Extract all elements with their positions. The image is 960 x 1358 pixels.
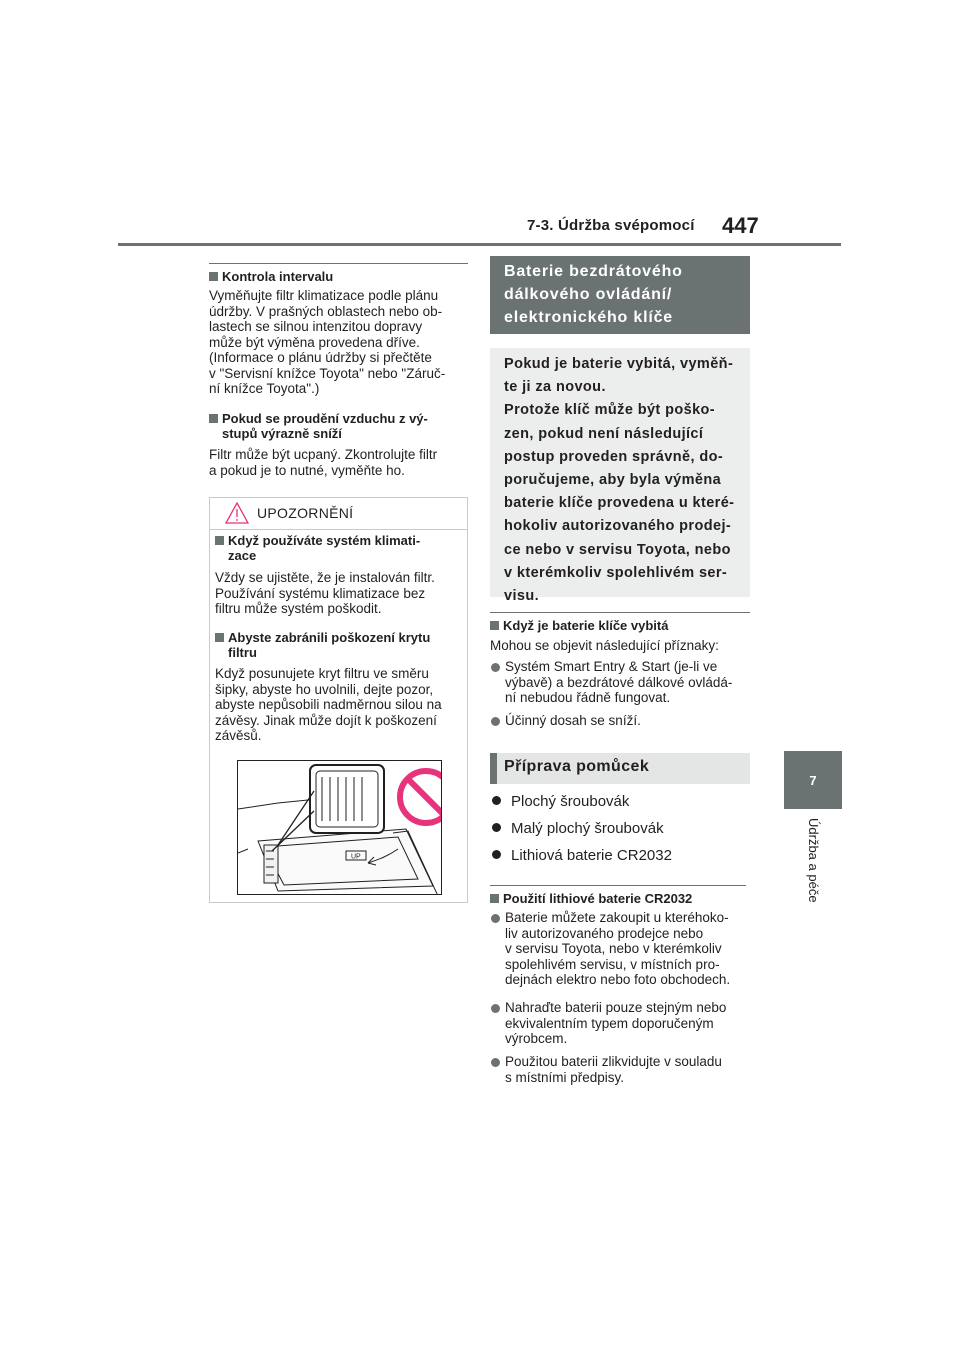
prohibition-icon [400, 771, 442, 823]
round-bullet-icon [491, 1058, 500, 1067]
round-bullet-icon [491, 663, 500, 672]
square-bullet-icon [209, 414, 218, 423]
tool-item: Plochý šroubovák [492, 793, 629, 810]
tool-item: Lithiová baterie CR2032 [492, 847, 672, 864]
warning-header-rule [209, 529, 468, 530]
black-bullet-icon [492, 823, 501, 832]
section-rule [490, 885, 746, 886]
section-rule [490, 612, 750, 613]
square-bullet-icon [209, 272, 218, 281]
chapter-tab-label: Údržba a péče [806, 818, 821, 903]
paragraph: Vyměňujte filtr klimatizace podle plánu údržby. V prašných oblastech nebo ob- lastech se silnou intenzitou dopravy může být výměna provedena dříve. (Informace o plánu údržby si přečtěte v "Servisní knížce Toyota" nebo "Záruč- ní knížce Toyota".) [209, 288, 446, 396]
round-bullet-icon [491, 1004, 500, 1013]
up-label: UP [351, 853, 361, 861]
warning-triangle-icon [225, 502, 249, 524]
paragraph: Filtr může být ucpaný. Zkontrolujte filtr a pokud je to nutné, vyměňte ho. [209, 447, 438, 478]
chapter-tab-label-wrap [784, 818, 842, 928]
square-bullet-icon [490, 621, 499, 630]
bullet-item: Systém Smart Entry & Start (je-li ve výbavě) a bezdrátové dálkové ovládá- ní nebudou řádně fungovat. [505, 659, 733, 705]
black-bullet-icon [492, 850, 501, 859]
round-bullet-icon [491, 914, 500, 923]
square-bullet-icon [215, 536, 224, 545]
filter-cover-illustration [237, 760, 442, 895]
warning-paragraph: Vždy se ujistěte, že je instalován filtr. Používání systému klimatizace bez filtru může systém poškodit. [215, 570, 435, 616]
subsection-title: Když je baterie klíče vybitá [490, 618, 750, 633]
warning-subtitle: Když používáte systém klimati- zace [215, 533, 465, 563]
bullet-item: Baterie můžete zakoupit u kteréhoko- liv autorizovaného prodejce nebo v servisu Toyota, nebo v kterémkoliv spolehlivém servisu, v místních pro- dejnách elektro nebo foto obchodech. [505, 910, 731, 987]
chapter-tab[interactable]: 7 [784, 751, 842, 809]
header-rule [118, 243, 841, 246]
subsection-heading: Příprava pomůcek [490, 753, 750, 784]
round-bullet-icon [491, 717, 500, 726]
subsection-title: Kontrola intervalu [209, 269, 469, 284]
warning-paragraph: Když posunujete kryt filtru ve směru šipky, abyste ho uvolnili, dejte pozor, abyste nepůsobili nadměrnou silou na závěsy. Jinak může dojít k poškození závěsů. [215, 666, 442, 743]
bullet-item: Účinný dosah se sníží. [505, 713, 641, 728]
warning-title: UPOZORNĚNÍ [257, 505, 354, 521]
square-bullet-icon [215, 633, 224, 642]
paragraph: Mohou se objevit následující příznaky: [490, 638, 719, 653]
bullet-item: Nahraďte baterii pouze stejným nebo ekvivalentním typem doporučeným výrobcem. [505, 1000, 727, 1046]
tool-item: Malý plochý šroubovák [492, 820, 664, 837]
subsection-title: Pokud se proudění vzduchu z vý- stupů výrazně sníží [209, 411, 469, 441]
bullet-item: Použitou baterii zlikvidujte v souladu s místními předpisy. [505, 1054, 722, 1085]
subsection-title: Použití lithiové baterie CR2032 [490, 891, 750, 906]
black-bullet-icon [492, 796, 501, 805]
warning-subtitle: Abyste zabránili poškození krytu filtru [215, 630, 465, 660]
section-title: 7-3. Údržba svépomocí [527, 217, 695, 234]
section-heading: Baterie bezdrátového dálkového ovládání/ elektronického klíče [490, 256, 750, 334]
note-box: Pokud je baterie vybitá, vyměň- te ji za novou. Protože klíč může být poško- zen, pokud není následující postup proveden správně, do- poručujeme, aby byla výměna baterie klíče provedena u které- hokoliv autorizovaného prodej- ce nebo v servisu Toyota, nebo v kterémkoliv spolehlivém ser- visu. [490, 348, 750, 597]
filter-cover-drawing [238, 761, 442, 895]
section-rule [209, 263, 468, 264]
page-number: 447 [722, 213, 759, 238]
square-bullet-icon [490, 894, 499, 903]
